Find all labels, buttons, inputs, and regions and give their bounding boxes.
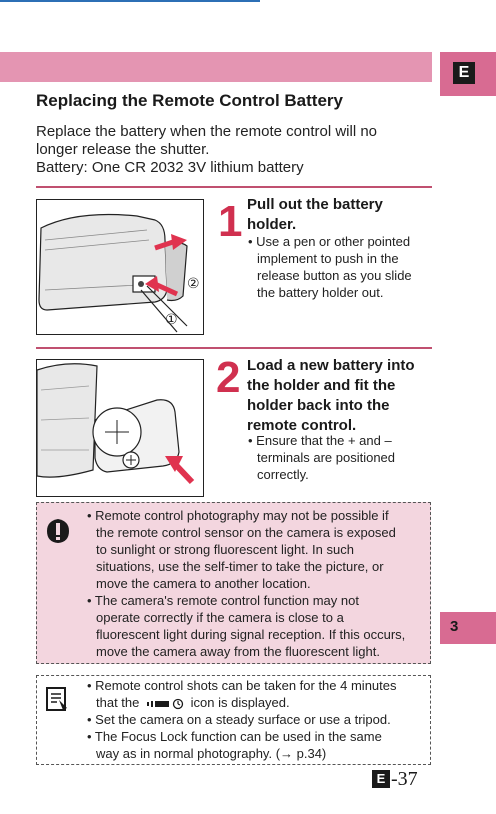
page-number-letter: E xyxy=(372,770,390,788)
step-1-body-line: • Use a pen or other pointed xyxy=(248,234,411,249)
memo-line: way as in normal photography. (→ p.34) xyxy=(96,746,327,761)
caution-line: • The camera's remote control function may not xyxy=(87,593,359,608)
caution-line: • Remote control photography may not be possible if xyxy=(87,508,389,523)
caution-text xyxy=(87,507,405,660)
section-tab xyxy=(440,52,496,96)
caution-icon xyxy=(45,517,71,545)
step-2-body-line: correctly. xyxy=(257,467,309,482)
step-1-body xyxy=(248,233,434,301)
step-1-number: 1 xyxy=(218,197,243,246)
memo-line-prefix: that the xyxy=(96,695,140,710)
caution-line: move the camera away from the fluorescent light. xyxy=(96,644,380,659)
step-2-body xyxy=(248,432,434,483)
page-number-value: -37 xyxy=(391,768,418,790)
top-accent-line xyxy=(0,0,260,2)
intro-text xyxy=(36,123,426,177)
step-2-heading-line: the holder and fit the xyxy=(247,377,396,394)
memo-text xyxy=(87,677,397,762)
caution-line: to sunlight or strong fluorescent light. In such xyxy=(96,542,354,557)
caution-line: fluorescent light during signal reception. If this occurs, xyxy=(96,627,406,642)
callout-2: ② xyxy=(187,276,200,292)
step-1-body-line: release button as you slide xyxy=(257,268,412,283)
header-band xyxy=(0,52,432,82)
callout-1: ① xyxy=(165,312,178,328)
caution-line: situations, use the self-timer to take the picture, or xyxy=(96,559,384,574)
step-1-body-line: implement to push in the xyxy=(257,251,399,266)
intro-line: longer release the shutter. xyxy=(36,141,210,158)
battery-insertion-drawing xyxy=(37,360,203,496)
memo-box xyxy=(36,675,431,765)
memo-line: • The Focus Lock function can be used in the same xyxy=(87,729,382,744)
step-2-heading-line: Load a new battery into xyxy=(247,357,415,374)
step-2-number: 2 xyxy=(216,353,241,402)
caution-box xyxy=(36,502,431,664)
page-number xyxy=(372,768,418,791)
remote-battery-removal-drawing xyxy=(37,200,203,334)
intro-line: Replace the battery when the remote control will no xyxy=(36,123,378,140)
step-1-body-line: the battery holder out. xyxy=(257,285,384,300)
caution-line: operate correctly if the camera is close to a xyxy=(96,610,344,625)
step-1-heading xyxy=(247,195,437,235)
page-title: Replacing the Remote Control Battery xyxy=(36,91,343,110)
step-2-body-line: terminals are positioned xyxy=(257,450,396,465)
chapter-tab xyxy=(440,612,496,644)
step-2-heading xyxy=(247,356,437,436)
memo-line: • Remote control shots can be taken for the 4 minutes xyxy=(87,678,397,693)
step-2-illustration xyxy=(36,359,204,497)
step-2-heading-line: remote control. xyxy=(247,417,357,434)
memo-line-suffix: icon is displayed. xyxy=(190,695,290,710)
memo-icon xyxy=(45,686,69,712)
step-1-divider xyxy=(36,186,432,188)
step-1-heading-line: holder. xyxy=(247,216,297,233)
memo-line: • Set the camera on a steady surface or use a tripod. xyxy=(87,712,391,727)
step-2-body-line: • Ensure that the + and – xyxy=(248,433,392,448)
step-2-heading-line: holder back into the xyxy=(247,397,390,414)
caution-line: the remote control sensor on the camera is exposed xyxy=(96,525,396,540)
step-1-heading-line: Pull out the battery xyxy=(247,196,383,213)
step-2-divider xyxy=(36,347,432,349)
chapter-tab-number: 3 xyxy=(450,618,459,635)
intro-line: Battery: One CR 2032 3V lithium battery xyxy=(36,159,304,176)
remote-self-timer-icon xyxy=(143,698,187,710)
memo-line xyxy=(87,694,397,711)
caution-line: move the camera to another location. xyxy=(96,576,311,591)
section-tab-letter: E xyxy=(453,62,475,84)
step-1-illustration xyxy=(36,199,204,335)
